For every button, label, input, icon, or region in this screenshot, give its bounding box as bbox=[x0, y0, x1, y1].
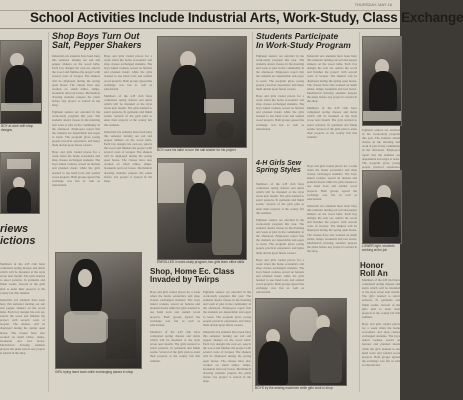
column-rule-1 bbox=[48, 32, 49, 392]
story-shop-boys-headline bbox=[52, 32, 154, 52]
work-study-title-1: Students Participate bbox=[256, 31, 339, 41]
girls-sew-body-col2: Boys and girls traded places for a week when the home economics and shop classes exchanged students. The boys baked cookies, sewed on buttons and planned meals while the girls learned to use hand tools and sanded wood projects. Both groups agreed the exchange was fun as well as educational. bbox=[307, 164, 357, 201]
caption-far-right: LOWER right, students working at the job bbox=[362, 244, 395, 252]
fragment-body bbox=[0, 262, 45, 387]
fragment-text-2: Industrial arts students have been busy this semester turning out salt and pepper shakers on the wood lathe. Each boy designs his own set, selects the wood and finishes the project with several coats of lacquer. The shakers will be displayed during the spring open house. The classes have also worked on small tables, lamps, bookends and tool boxes. Mechanical drawing students prepare the plans before any project is started in the shop. bbox=[0, 297, 45, 355]
shop-boys-col-2 bbox=[104, 54, 152, 236]
far-right-body: Eighteen seniors are enrolled in the work-study program this year. The students attend classes in the morning and work at jobs in the community in the afternoon. Employers report that the students are dependable and eager to learn. The program gives young people practical experience bbox=[362, 128, 400, 169]
work-study-body-2: Boys and girls traded places for a week when the home economics and shop classes exchanged students. The boys baked cookies, sewed on buttons and planned meals while the girls learned to use hand tools and sanded wood projects. Both groups agreed the exchange was fun as well as educational. bbox=[256, 93, 304, 131]
shop-boys-body-col2b: Members of the 4-H club have completed spring dresses and skirts which will be modeled at the style revue next month. The girls learned to select patterns, fit garments and finish seams. Several of the girls plan to enter their projects at the county fair this summer. bbox=[104, 93, 152, 127]
fragment-title-2: ictions bbox=[0, 234, 36, 247]
work-study-title-2: In Work-Study Program bbox=[256, 39, 351, 50]
honor-roll-title: Honor Roll An bbox=[360, 261, 388, 279]
girls-sew-col-1 bbox=[256, 182, 304, 294]
photo-boy-lathe bbox=[157, 36, 247, 148]
girls-sew-title-1: 4-H Girls Sew bbox=[256, 160, 302, 167]
twirps-col-2 bbox=[203, 290, 251, 390]
photo-boy-left bbox=[0, 40, 42, 124]
girls-sew-body-col2b: Industrial arts students have been busy this semester turning out salt and pepper shakers on the wood lathe. Each boy designs his own set, selects the wood and finishes the project with several coats of lacquer. The shakers will be displayed during the spring open house. The classes have also worked on small tables, lamps, bookends and tool boxes. Mechanical drawing students prepare the plans before any project is started in the shop. bbox=[307, 203, 358, 253]
headline-rule bbox=[0, 28, 400, 29]
shop-boys-body-cont2: Boys and girls traded places for a week when the home economics and shop classes exchanged students. The boys baked cookies, sewed on buttons and planned meals while the girls learned to use hand tools and sanded wood projects. Both groups agreed the exchange was fun as well as educational. bbox=[52, 150, 100, 187]
twirps-body: Boys and girls traded places for a week when the home economics and shop classes exchanged students. The boys baked cookies, sewed on buttons and planned meals while the girls learned to use hand tools and sanded wood projects. Both groups agreed the exchange was fun as well as educational. bbox=[150, 290, 200, 327]
shop-boys-body: Industrial arts students have been busy this semester turning out salt and pepper shakers on the wood lathe. Each boy designs his own set, selects the wood and finishes the project with several coats of lacquer. The shakers will be displayed during the spring open house. The classes have also worked on small tables, lamps, bookends and tool boxes. Mechanical drawing students prepare the plans before any project is started in the shop. bbox=[52, 54, 100, 108]
caption-boy-center: BOY uses his lathe to turn the salt shaker for his project bbox=[157, 148, 236, 152]
fragment-text: Members of the 4-H club have completed spring dresses and skirts which will be modeled at the style revue next month. The girls learned to select patterns, fit garments and finish seams. Several of the girls plan to enter their projects at the county fair this summer. bbox=[0, 262, 45, 295]
honor-roll-body bbox=[362, 278, 400, 388]
story-twirps-headline bbox=[150, 268, 250, 290]
work-study-body: Eighteen seniors are enrolled in the work-study program this year. The students attend classes in the morning and work at jobs in the community in the afternoon. Employers report that the students are dependable and eager to learn. The program gives young people practical experience and helps them decide upon future careers. bbox=[256, 54, 304, 91]
photo-far-right-mid bbox=[362, 170, 402, 244]
photo-student-lathe bbox=[0, 152, 40, 214]
far-right-text bbox=[362, 128, 400, 168]
shop-boys-title-2: Salt, Pepper Shakers bbox=[52, 40, 142, 51]
girls-sew-body-2: Eighteen seniors are enrolled in the work-study program this year. The students attend classes in the morning and work at jobs in the community in the afternoon. Employers report that the students are dependable and eager to learn. The program gives young people practical experience and helps them decide upon future careers. bbox=[256, 217, 304, 255]
masthead-date: THURSDAY, MAY 16 bbox=[354, 2, 392, 7]
column-rule-3 bbox=[359, 32, 360, 392]
shop-boys-col-1 bbox=[52, 54, 100, 236]
photo-girls-work-study bbox=[157, 158, 247, 260]
caption-girl-bottom: GIRL trying hand tools while exchanging places in shop bbox=[55, 370, 134, 374]
photo-boys-sewing bbox=[255, 298, 347, 386]
photo-girl-shop bbox=[55, 252, 142, 369]
twirps-body-col2b: Industrial arts students have been busy this semester turning out salt and pepper shakers on the wood lathe. Each boy designs his own set, selects the wood and finishes the project with several coats of lacquer. The shakers will be displayed during the spring open house. The classes have also worked on small tables, lamps, bookends and tool boxes. Mechanical drawing students prepare the plans before any project is started in the shop. bbox=[203, 329, 251, 383]
work-study-col-1 bbox=[256, 54, 304, 160]
caption-bottom-right: BOYS try the sewing machines while girls work in shop bbox=[255, 386, 333, 390]
shop-boys-body-col2: Boys and girls traded places for a week when the home economics and shop classes exchanged students. The boys baked cookies, sewed on buttons and planned meals while the girls learned to use hand tools and sanded wood projects. Both groups agreed the exchange was fun as well as educational. bbox=[104, 54, 152, 91]
work-study-body-col2: Industrial arts students have been busy this semester turning out salt and pepper shakers on the wood lathe. Each boy designs his own set, selects the wood and finishes the project with several coats of lacquer. The shakers will be displayed during the spring open house. The classes have also worked on small tables, lamps, bookends and tool boxes. Mechanical drawing students prepare the plans before any project is started in the shop. bbox=[307, 54, 358, 104]
twirps-col-1 bbox=[150, 290, 200, 390]
page-headline: School Activities Include Industrial Arts, Work-Study, Class Exchange bbox=[30, 10, 463, 25]
fragment-title-1: riews bbox=[0, 223, 29, 235]
twirps-title-1: Shop, Home Ec. Class bbox=[150, 267, 235, 276]
shop-boys-body-col2c: Industrial arts students have been busy this semester turning out salt and pepper shakers on the wood lathe. Each boy designs his own set, selects the wood and finishes the project with several coats of lacquer. The shakers will be displayed during the spring open house. The classes have also worked on small tables, lamps, bookends and tool boxes. Mechanical drawing students prepare the plans before any project is started in the shop. bbox=[104, 129, 152, 183]
photo-far-right-top bbox=[362, 36, 402, 126]
shop-boys-title-1: Shop Boys Turn Out bbox=[52, 31, 140, 41]
story-work-study-headline bbox=[256, 32, 366, 52]
story-girls-sew-headline bbox=[256, 160, 306, 182]
twirps-body-col2: Eighteen seniors are enrolled in the work-study program this year. The students attend classes in the morning and work at jobs in the community in the afternoon. Employers report that the students are dependable and eager to learn. The program gives young people practical experience and helps them decide upon future careers. bbox=[203, 290, 251, 327]
work-study-body-col2b: Members of the 4-H club have completed spring dresses and skirts which will be modeled at the style revue next month. The girls learned to select patterns, fit garments and finish seams. Several of the girls plan to enter their projects at the county fair this summer. bbox=[307, 106, 357, 139]
girls-sew-col-2 bbox=[307, 164, 357, 294]
honor-roll-headline bbox=[360, 261, 400, 279]
caption-boy-left: BOY at work with shop designs bbox=[1, 124, 34, 132]
twirps-title-2: Invaded by Twirps bbox=[150, 275, 220, 285]
caption-girls-center: ENROLLED in work-study program, two girls learn office skills bbox=[157, 260, 245, 264]
girls-sew-title-2: Spring Styles bbox=[256, 167, 301, 175]
honor-roll-text-2: Boys and girls traded places for a week when the home economics and shop classes exchanged students. The boys baked cookies, sewed on buttons and planned meals while the girls learned to use hand tools and sanded wood projects. Both groups agreed the exchange was fun as well as educational. bbox=[362, 321, 400, 367]
girls-sew-body-3: Boys and girls traded places for a week when the home economics and shop classes exchanged students. The boys baked cookies, sewed on buttons and planned meals while the girls learned to use hand tools and sanded wood projects. Both groups agreed the exchange was fun as well as educational. bbox=[256, 257, 304, 295]
work-study-col-2 bbox=[307, 54, 357, 160]
honor-roll-text: Members of the 4-H club have completed spring dresses and skirts which will be modeled at the style revue next month. The girls learned to select patterns, fit garments and finish seams. Several of the girls plan to enter their projects at the county fair this summer. bbox=[362, 278, 400, 319]
fragment-headline bbox=[0, 224, 45, 264]
twirps-body-2: Members of the 4-H club have completed spring dresses and skirts which will be modeled at the style revue next month. The girls learned to select patterns, fit garments and finish seams. Several of the girls plan to enter their projects at the county fair this summer. bbox=[150, 329, 200, 363]
girls-sew-body: Members of the 4-H club have completed spring dresses and skirts which will be modeled at the style revue next month. The girls learned to select patterns, fit garments and finish seams. Several of the girls plan to enter their projects at the county fair this summer. bbox=[256, 182, 304, 215]
shop-boys-body-cont: Eighteen seniors are enrolled in the work-study program this year. The students attend classes in the morning and work at jobs in the community in the afternoon. Employers report that the students are dependable and eager to learn. The program gives young people practical experience and helps them decide upon future careers. bbox=[52, 110, 100, 147]
column-rule-2 bbox=[252, 32, 253, 392]
